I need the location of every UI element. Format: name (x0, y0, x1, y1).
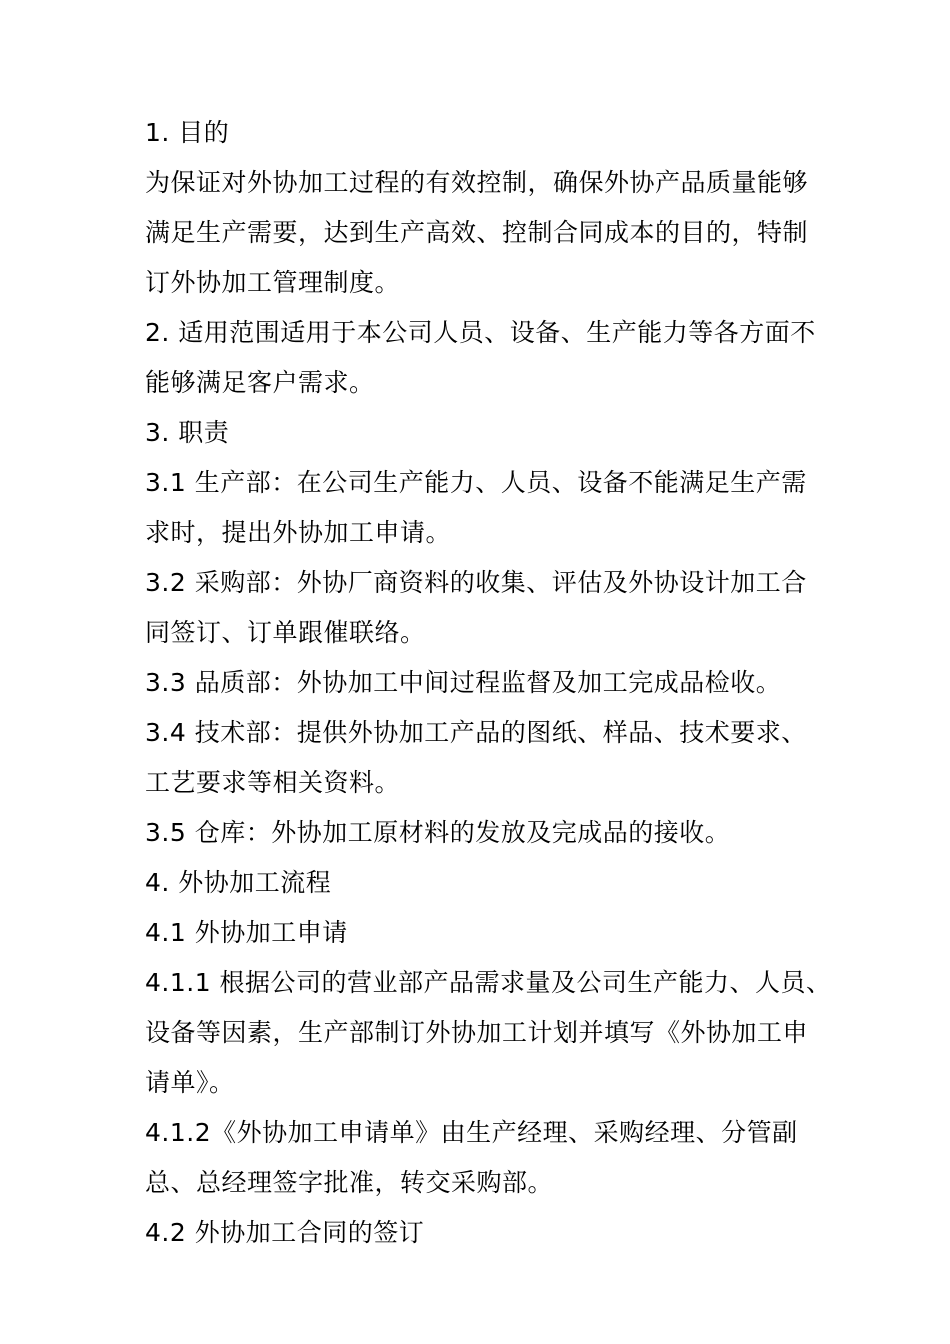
paragraph-line: 4.1.1 根据公司的营业部产品需求量及公司生产能力、人员、 (145, 968, 832, 997)
paragraph-line: 同签订、订单跟催联络。 (145, 618, 426, 647)
paragraph-line: 3.5 仓库：外协加工原材料的发放及完成品的接收。 (145, 818, 731, 847)
paragraph-line: 3.1 生产部：在公司生产能力、人员、设备不能满足生产需 (145, 468, 807, 497)
paragraph-line: 订外协加工管理制度。 (145, 268, 401, 297)
paragraph-line: 求时，提出外协加工申请。 (145, 518, 452, 547)
paragraph-line: 为保证对外协加工过程的有效控制，确保外协产品质量能够 (145, 168, 809, 197)
paragraph-line: 工艺要求等相关资料。 (145, 768, 401, 797)
paragraph-line: 满足生产需要，达到生产高效、控制合同成本的目的，特制 (145, 218, 809, 247)
paragraph-line: 3.2 采购部：外协厂商资料的收集、评估及外协设计加工合 (145, 568, 807, 597)
paragraph-line: 3.3 品质部：外协加工中间过程监督及加工完成品检收。 (145, 668, 782, 697)
paragraph-line: 2. 适用范围适用于本公司人员、设备、生产能力等各方面不 (145, 318, 816, 347)
paragraph-line: 能够满足客户需求。 (145, 368, 375, 397)
section-heading: 4. 外协加工流程 (145, 868, 332, 897)
document-body (145, 108, 832, 1258)
paragraph-line: 4.1.2《外协加工申请单》由生产经理、采购经理、分管副 (145, 1118, 798, 1147)
paragraph-line: 总、总经理签字批准，转交采购部。 (145, 1168, 554, 1197)
paragraph-line: 3.4 技术部：提供外协加工产品的图纸、样品、技术要求、 (145, 718, 807, 747)
section-heading: 1. 目的 (145, 118, 230, 147)
section-heading: 3. 职责 (145, 418, 230, 447)
paragraph-line: 设备等因素，生产部制订外协加工计划并填写《外协加工申 (145, 1018, 809, 1047)
paragraph-line: 请单》。 (145, 1068, 235, 1097)
subsection-heading: 4.2 外协加工合同的签订 (145, 1218, 425, 1247)
subsection-heading: 4.1 外协加工申请 (145, 918, 348, 947)
